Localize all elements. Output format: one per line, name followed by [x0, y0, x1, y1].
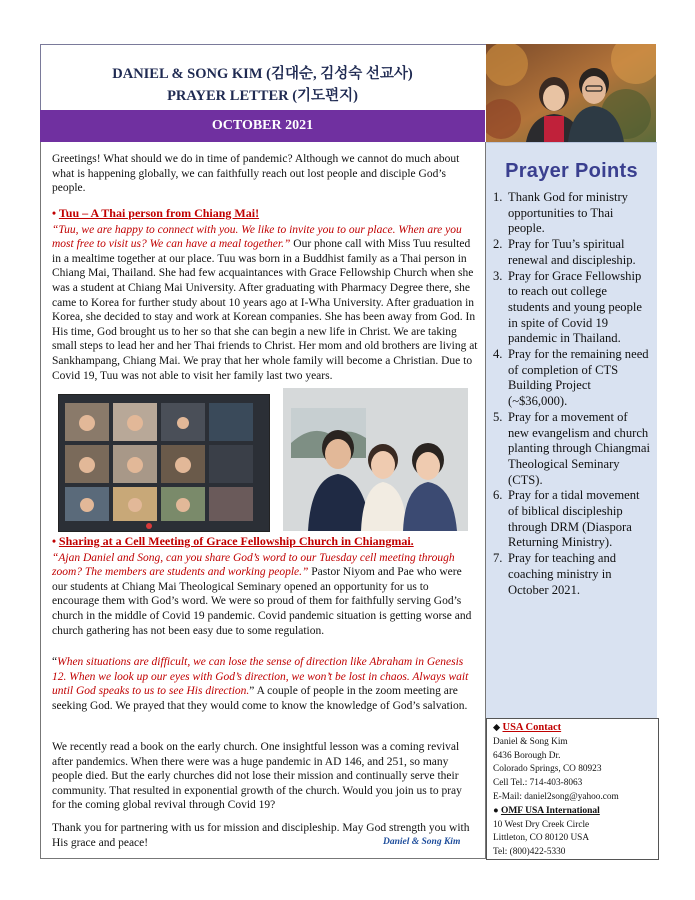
early-church-paragraph: We recently read a book on the early church. One insightful lesson was a coming revival after pandemics. When there were was a huge pandemic in AD 146, and 251, so many people died. But the early churches did not lose their mission and continually serve their community. That resulted in exponential growth of the church. Would you join us to pray for the coming global revival through Covid 19?	[52, 741, 462, 812]
greeting-paragraph: Greetings! What should we do in time of pandemic? Although we cannot do much about what is happening globally, we can faithfully reach out lost people and disciple God’s people.	[52, 153, 460, 195]
closing-paragraph: Thank you for partnering with us for mission and discipleship. May God strength you with His grace and peace!	[52, 822, 470, 849]
prayer-item	[493, 347, 651, 410]
contact-address-line2: Colorado Springs, CO 80923	[493, 764, 602, 775]
tuu-quote: “Tuu, we are happy to connect with you. We like to invite you to our place. When are you most free to visit us? We can have a meal together.”	[52, 223, 462, 251]
contact-name: Daniel & Song Kim	[493, 736, 568, 747]
prayer-item	[493, 488, 651, 551]
dot-bullet-icon: ●	[493, 805, 499, 816]
prayer-item-text: Pray for the remaining need of completion of CTS Building Project (~$36,000).	[508, 347, 649, 409]
open-quote-mark: “	[52, 656, 58, 668]
omf-heading: OMF USA International	[500, 805, 600, 816]
cell-meeting-quote: “Ajan Daniel and Song, can you share God’s word to our Tuesday cell meeting through zoom? The members are students and working people.”	[52, 551, 455, 579]
prayer-item-text: Pray for a tidal movement of biblical discipleship through DRM (Diaspora Returning Ministry).	[508, 488, 640, 550]
abraham-paragraph	[52, 655, 478, 713]
letter-title: DANIEL & SONG KIM (김대순, 김성숙 선교사)	[112, 66, 413, 82]
prayer-item-number: 3.	[493, 268, 503, 283]
couple-photo	[486, 44, 656, 142]
omf-address-line1: 10 West Dry Creek Circle	[493, 819, 590, 830]
signature: Daniel & Song Kim	[383, 837, 461, 847]
prayer-item-text: Pray for Grace Fellowship to reach out college students and young people in spite of Covid 19 pandemic in Thailand.	[508, 268, 642, 346]
section-bullet: •	[52, 536, 57, 548]
omf-address-line2: Littleton, CO 80120 USA	[493, 833, 590, 844]
prayer-item-number: 1.	[493, 190, 503, 204]
contact-phone: Cell Tel.: 714-403-8063	[493, 778, 583, 789]
prayer-points-title: Prayer Points	[505, 160, 638, 182]
prayer-item	[493, 190, 651, 237]
section-heading-cell-meeting: Sharing at a Cell Meeting of Grace Fellowship Church in Chiangmai.	[58, 534, 414, 548]
group-photo	[283, 388, 468, 531]
prayer-item	[493, 551, 651, 598]
section-bullet: •	[52, 208, 57, 220]
letter-subtitle: PRAYER LETTER (기도편지)	[167, 88, 358, 104]
prayer-item-number: 2.	[493, 237, 503, 252]
abraham-text: ” A couple of people in the zoom meeting are seeking God. We prayed that they would come to know the knowledge of God’s salvation.	[52, 685, 468, 712]
contact-address-line1: 6436 Borough Dr.	[493, 750, 561, 761]
tuu-story-text: Our phone call with Miss Tuu resulted in a mealtime together at our place. Tuu was born in a Buddhist family as a Thai person in Chiang Mai, Thailand. She had few acquaintances with Grace Fellowship Church when she was a student at Chiang Mai University. After graduating with Pharmacy Degree there, she came to Korea for further study about 10 years ago at I-Wha University. After graduation in Korea, she decided to stay and work at Korean companies. She has been away from God. In His time, God brought us to her so that she can begin a new life in Christ. We are taking small steps to lead her and her Thai friends to Christ. Her mom and old brothers are living at Sankhampang, Chiang Mai. We pray that her whole family will become a Christian. Due to Covid 19, Tuu was not able to visit her family last two years.	[52, 238, 478, 382]
prayer-item	[493, 410, 651, 489]
omf-phone: Tel: (800)422-5330	[493, 847, 566, 858]
usa-contact-heading: USA Contact	[502, 722, 562, 733]
prayer-item-number: 6.	[493, 488, 503, 503]
zoom-meeting-photo	[58, 394, 270, 532]
section-cell-meeting	[52, 534, 478, 638]
contact-details	[493, 721, 655, 860]
cell-meeting-text: Pastor Niyom and Pae who were our students at Chiang Mai Theological Seminary opened an opportunity for us to encourage them with God’s word. We were so proud of them for faithfully serving God’s church in the middle of Covid 19 pandemic. Covid pandemic situation is getting worse and church gathering has not been easy due to some regulation.	[52, 566, 472, 637]
prayer-item-text: Pray for a movement of new evangelism and church planting through Chiangmai Theological Seminary (CTS).	[508, 409, 651, 487]
prayer-item-number: 4.	[493, 347, 503, 362]
contact-email[interactable]: E-Mail: daniel2song@yahoo.com	[493, 791, 619, 802]
abraham-quote: When situations are difficult, we can lose the sense of direction like Abraham in Genesis 12. When we look up our eyes with God’s direction, we won’t be lost in chaos. Always wait until God speaks to us to see His direction.	[52, 656, 469, 698]
prayer-item-number: 7.	[493, 551, 503, 566]
prayer-item	[493, 269, 651, 348]
prayer-item-text: Thank God for ministry opportunities to Thai people.	[508, 190, 628, 236]
month-banner: OCTOBER 2021	[40, 110, 485, 142]
section-heading-tuu: Tuu – A Thai person from Chiang Mai!	[58, 206, 260, 220]
prayer-item-number: 5.	[493, 409, 503, 424]
prayer-item-text: Pray for teaching and coaching ministry in October 2021.	[508, 551, 617, 597]
prayer-item-text: Pray for Tuu’s spiritual renewal and discipleship.	[508, 237, 636, 267]
diamond-bullet-icon: ◆	[493, 723, 501, 733]
prayer-item	[493, 237, 651, 268]
section-tuu	[52, 206, 478, 383]
prayer-points-list	[493, 190, 651, 598]
